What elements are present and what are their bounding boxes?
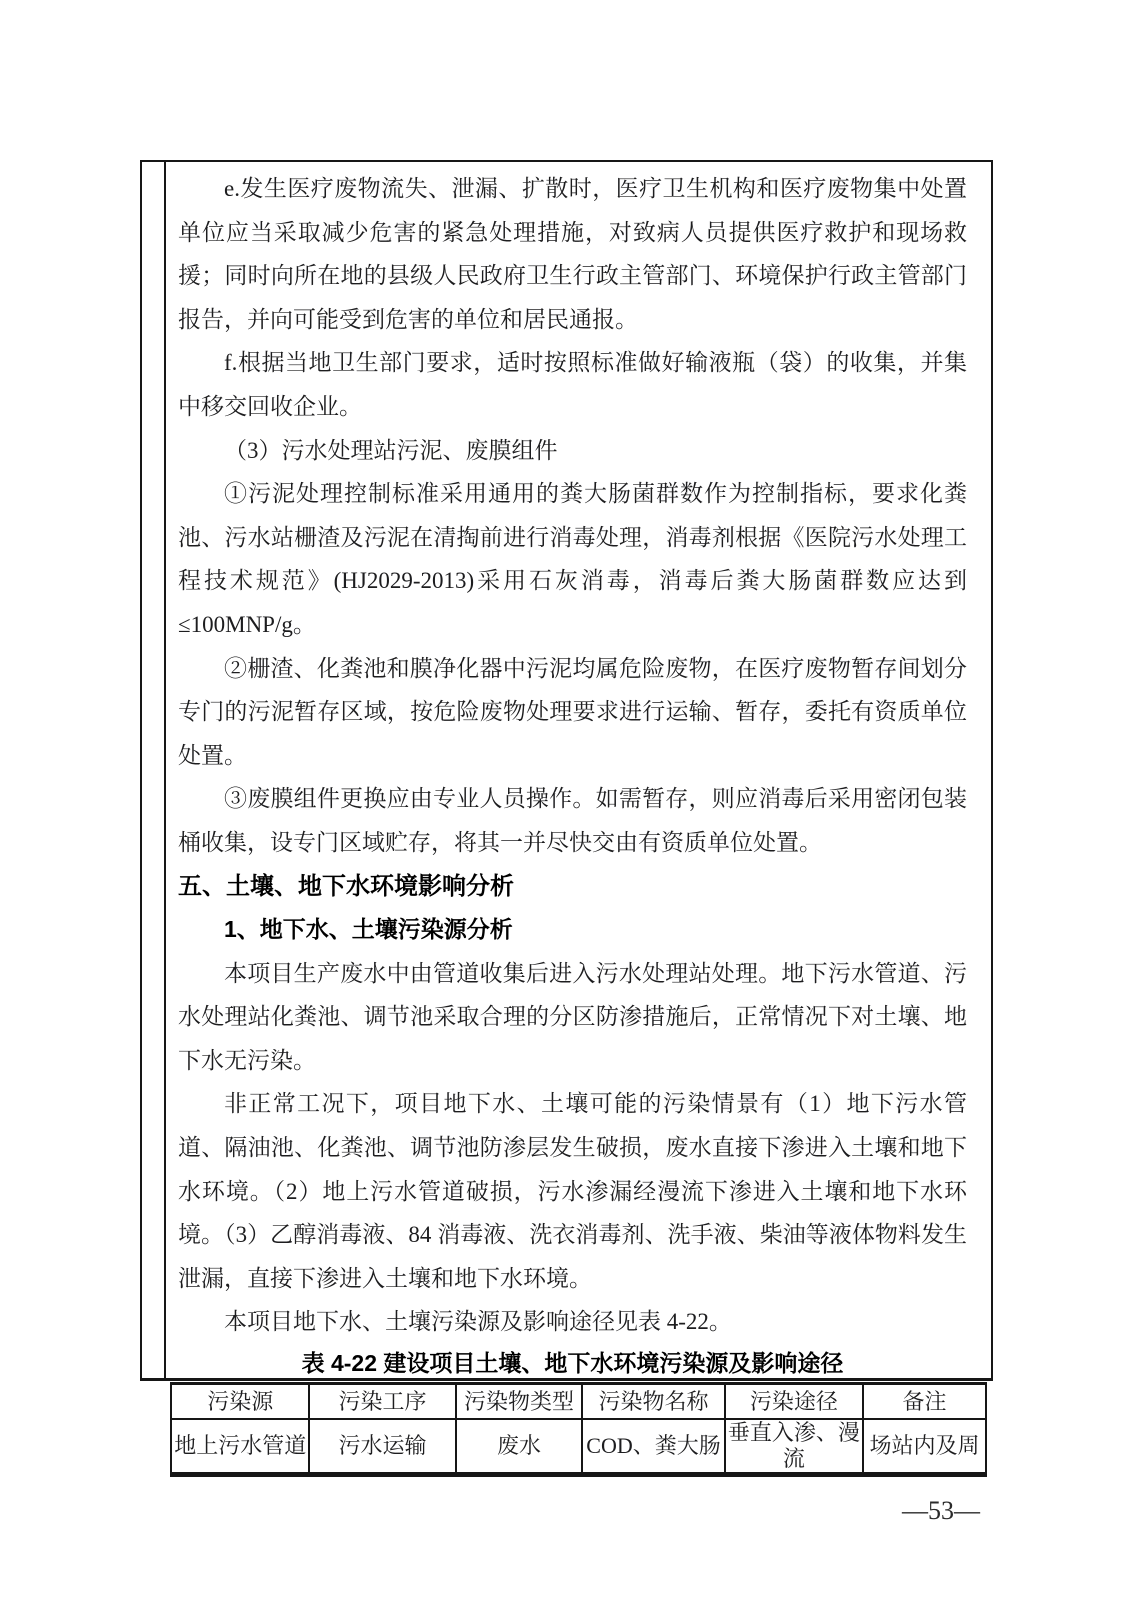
paragraph-e: e.发生医疗废物流失、泄漏、扩散时，医疗卫生机构和医疗废物集中处置单位应当采取减少危害的紧急处理措施，对致病人员提供医疗救护和现场救援；同时向所在地的县级人民政府卫生行政主管部门、环境保护行政主管部门报告，并向可能受到危害的单位和居民通报。	[178, 176, 967, 332]
cell-pollution-pathway: 垂直入渗、漫流	[725, 1419, 863, 1475]
left-gutter-column	[142, 162, 166, 1378]
header-pollution-process: 污染工序	[309, 1384, 455, 1420]
section-heading-5: 五、土壤、地下水环境影响分析	[178, 872, 514, 900]
paragraph-circle1: ①污泥处理控制标准采用通用的粪大肠菌群数作为控制指标，要求化粪池、污水站栅渣及污泥在清掏前进行消毒处理，消毒剂根据《医院污水处理工程技术规范》(HJ2029-2013)采用石灰消毒，消毒后粪大肠菌群数应达到≤100MNP/g。	[178, 481, 967, 637]
header-pollution-source: 污染源	[171, 1384, 309, 1420]
header-remarks: 备注	[863, 1384, 986, 1420]
header-pollutant-type: 污染物类型	[456, 1384, 583, 1420]
pollution-source-table	[170, 1382, 987, 1477]
paragraph-source-analysis-1: 本项目生产废水中由管道收集后进入污水处理站处理。地下污水管道、污水处理站化粪池、调节池采取合理的分区防渗措施后，正常情况下对土壤、地下水无污染。	[178, 960, 967, 1073]
table-header-row	[171, 1384, 986, 1420]
table-row	[171, 1419, 986, 1475]
paragraph-source-analysis-2: 非正常工况下，项目地下水、土壤可能的污染情景有（1）地下污水管道、隔油池、化粪池、调节池防渗层发生破损，废水直接下渗进入土壤和地下水环境。（2）地上污水管道破损，污水渗漏经漫流下渗进入土壤和地下水环境。（3）乙醇消毒液、84 消毒液、洗衣消毒剂、洗手液、柴油等液体物料发生泄漏，直接下渗进入土壤和地下水环境。	[178, 1091, 967, 1291]
paragraph-circle2: ②栅渣、化粪池和膜净化器中污泥均属危险废物，在医疗废物暂存间划分专门的污泥暂存区域，按危险废物处理要求进行运输、暂存，委托有资质单位处置。	[178, 655, 967, 768]
document-body	[166, 162, 991, 1472]
paragraph-item3: （3）污水处理站污泥、废膜组件	[224, 437, 558, 463]
sub-heading-1: 1、地下水、土壤污染源分析	[224, 916, 513, 943]
page-number: —53—	[902, 1496, 980, 1525]
header-pollution-pathway: 污染途径	[725, 1384, 863, 1420]
header-pollutant-name: 污染物名称	[582, 1384, 724, 1420]
document-cell-frame	[140, 160, 993, 1472]
table-caption: 表 4-22 建设项目土壤、地下水环境污染源及影响途径	[301, 1350, 844, 1377]
cell-pollutant-name: COD、粪大肠	[582, 1419, 724, 1475]
cell-remarks: 场站内及周	[863, 1419, 986, 1475]
cell-pollution-process: 污水运输	[309, 1419, 455, 1475]
paragraph-circle3: ③废膜组件更换应由专业人员操作。如需暂存，则应消毒后采用密闭包装桶收集，设专门区域贮存，将其一并尽快交由有资质单位处置。	[178, 786, 967, 855]
cell-pollutant-type: 废水	[456, 1419, 583, 1475]
paragraph-source-analysis-3: 本项目地下水、土壤污染源及影响途径见表 4-22。	[224, 1309, 732, 1335]
paragraph-f: f.根据当地卫生部门要求，适时按照标准做好输液瓶（袋）的收集，并集中移交回收企业。	[178, 350, 967, 419]
cell-pollution-source: 地上污水管道	[171, 1419, 309, 1475]
